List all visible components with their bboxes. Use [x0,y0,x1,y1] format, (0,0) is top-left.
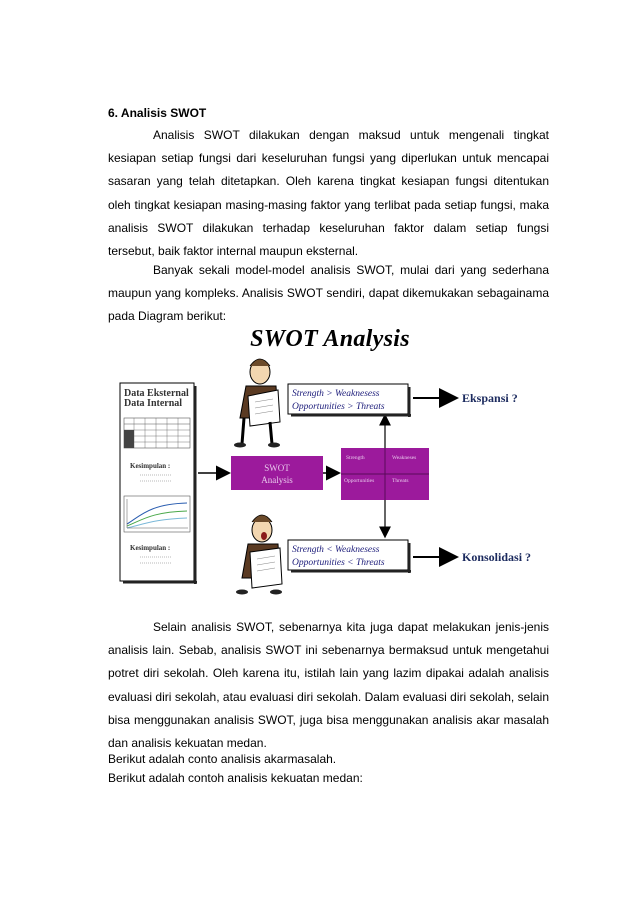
data-document [120,383,197,584]
matrix-weakness: Weakneses [392,455,417,461]
paragraph-root-cause-example: Berikut adalah conto analisis akarmasalah. [108,752,337,766]
section-heading: 6. Analisis SWOT [108,106,207,120]
paragraph-force-field-example: Berikut adalah contoh analisis kekuatan medan: [108,771,363,785]
swot-diagram [110,326,550,596]
reading-man-illustration-top [234,359,280,448]
swot-matrix [341,448,429,500]
swot-box-line1: SWOT [264,463,290,473]
bottom-condition-box [288,540,411,573]
outcome-ekspansi: Ekspansi ? [462,391,518,405]
kesimpulan-label-2: Kesimpulan : [130,544,171,552]
top-condition-line1: Strength > Weaknesess [292,389,380,399]
mini-line-chart [124,496,190,532]
bottom-condition-line1: Strength < Weaknesess [292,545,380,555]
diagram-canvas [110,326,550,596]
kesimpulan-label-1: Kesimpulan : [130,462,171,470]
mini-data-table [124,418,190,448]
paragraph-other-analyses: Selain analisis SWOT, sebenarnya kita juga dapat melakukan jenis-jenis analisis lain. Sebab, analisis SWOT ini sebenarnya bermaksud untuk mengetahui potret diri sekolah. Oleh karena itu, istilah lain yang lazim dipakai adalah analisis evaluasi diri sekolah, atau evaluasi diri sekolah. Dalam evaluasi diri sekolah, selain bisa menggunakan analisis SWOT, juga bisa menggunakan analisis akar masalah dan analisis kekuatan medan. [108,620,549,751]
top-condition-box [288,384,411,417]
swot-analysis-box [231,456,323,490]
matrix-threats: Threats [392,478,409,484]
bottom-condition-line2: Opportunities < Threats [292,558,385,568]
top-condition-line2: Opportunities > Threats [292,402,385,412]
matrix-opportunities: Opportunities [344,478,375,484]
paragraph-swot-models: Banyak sekali model-model analisis SWOT, mulai dari yang sederhana maupun yang kompleks. Analisis SWOT sendiri, dapat dikemukakan sebagainama pada Diagram berikut: [108,263,549,324]
diagram-title: SWOT Analysis [250,326,410,352]
paragraph-swot-intro: Analisis SWOT dilakukan dengan maksud untuk mengenali tingkat kesiapan setiap fungsi dari keseluruhan fungsi yang diperlukan untuk mencapai sasaran yang telah ditetapkan. Oleh karena tingkat kesiapan fungsi ditentukan oleh tingkat kesiapan masing-masing faktor yang terlibat pada setiap fungsi, maka analisis SWOT dilakukan terhadap keseluruhan faktor dalam setiap fungsi tersebut, baik faktor internal maupun eksternal. [108,128,549,259]
swot-box-line2: Analysis [261,475,293,485]
data-internal-label: Data Internal [124,398,183,409]
reading-man-illustration-bottom [236,515,282,595]
outcome-konsolidasi: Konsolidasi ? [462,550,532,564]
data-eksternal-label: Data Eksternal [124,388,189,399]
matrix-strength: Strength [346,455,365,461]
